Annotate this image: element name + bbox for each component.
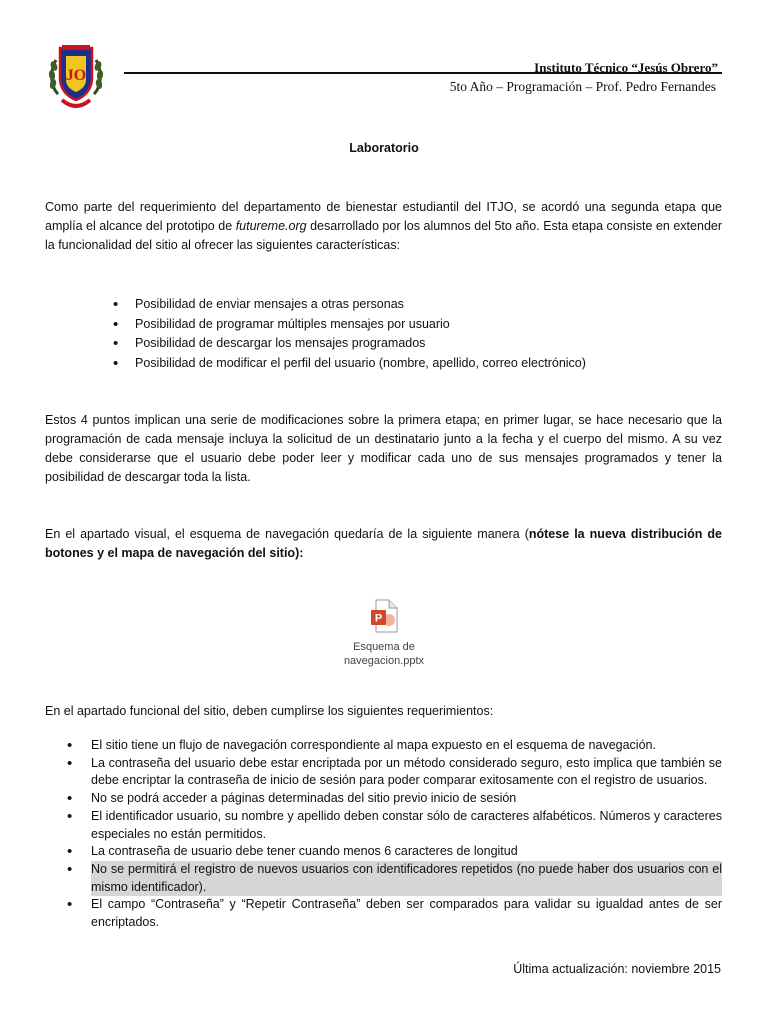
logo-lettering: JO (65, 67, 87, 84)
list-item: • El campo “Contraseña” y “Repetir Contraseña” deben ser comparados para validar su igualdad antes de ser encriptados. (91, 896, 722, 931)
requirements-intro: En el apartado funcional del sitio, deben cumplirse los siguientes requerimientos: (45, 704, 494, 718)
list-item: • El identificador usuario, su nombre y apellido deben constar sólo de caracteres alfabéticos. Números y caracteres especiales no están permitidos. (91, 808, 722, 843)
list-item: • El sitio tiene un flujo de navegación correspondiente al mapa expuesto en el esquema de navegación. (91, 737, 722, 755)
powerpoint-file-icon (370, 599, 398, 633)
last-updated: Última actualización: noviembre 2015 (513, 962, 721, 976)
svg-text:P: P (374, 612, 383, 625)
list-item: • Posibilidad de enviar mensajes a otras personas (135, 295, 735, 315)
site-name: futureme.org (235, 219, 307, 233)
list-item: • Posibilidad de programar múltiples mensajes por usuario (135, 315, 735, 335)
modifications-paragraph: Estos 4 puntos implican una serie de modificaciones sobre la primera etapa; en primer lugar, se hace necesario que la programación de cada mensaje incluya la solicitud de un destinatario junto a la fecha y el cuerpo del mismo. A su vez debe considerarse que el usuario debe poder leer y modificar cada uno de sus mensajes programados y tener la posibilidad de descargar toda la lista. (45, 413, 722, 484)
intro-paragraph: Como parte del requerimiento del departamento de bienestar estudiantil del ITJO, se acordó una segunda etapa que amplía el alcance del prototipo de futureme.org desarrollado por los alumnos del 5to año. Esta etapa consiste en extender la funcionalidad del sitio al ofrecer las siguientes características: (45, 200, 723, 252)
list-item-highlighted: • No se permitirá el registro de nuevos usuarios con identificadores repetidos (no puede haber dos usuarios con el mismo identificador). (91, 861, 722, 896)
embedded-pptx-attachment[interactable] (336, 599, 432, 668)
list-item: • Posibilidad de descargar los mensajes programados (135, 334, 735, 354)
navigation-paragraph: En el apartado visual, el esquema de navegación quedaría de la siguiente manera (nótese la nueva distribución de botones y el mapa de navegación del sitio): (45, 527, 722, 560)
list-item: • Posibilidad de modificar el perfil del usuario (nombre, apellido, correo electrónico) (135, 354, 735, 374)
document-title: Laboratorio (349, 141, 419, 155)
list-item: • No se podrá acceder a páginas determinadas del sitio previo inicio de sesión (91, 790, 722, 808)
requirements-list (91, 737, 722, 932)
features-list (135, 295, 735, 373)
school-crest-logo (48, 42, 104, 116)
attachment-filename: Esquema de navegacion.pptx (343, 641, 425, 667)
institute-name: Instituto Técnico “Jesús Obrero” (534, 60, 718, 75)
list-item: • La contraseña de usuario debe tener cuando menos 6 caracteres de longitud (91, 843, 722, 861)
course-subtitle: 5to Año – Programación – Prof. Pedro Fernandes (449, 79, 716, 94)
list-item: • La contraseña del usuario debe estar encriptada por un método considerado seguro, esto implica que también se debe encriptar la contraseña de inicio de sesión para poder comparar exitosamente con el registro de usuarios. (91, 755, 722, 790)
